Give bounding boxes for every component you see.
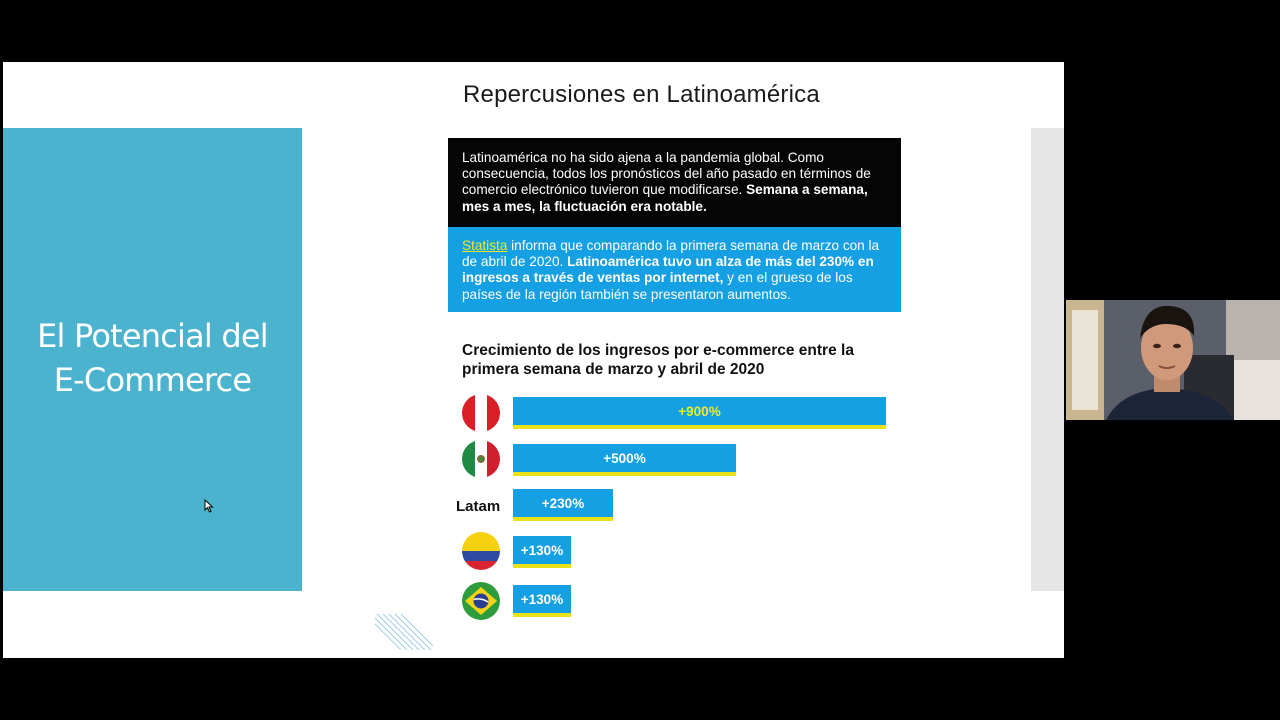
intro-box [448,138,901,227]
hatch-decoration [375,610,435,650]
bar-colombia: +130% [513,536,571,568]
section-title [3,314,302,402]
statista-link[interactable]: Statista [462,238,508,253]
colombia-flag-icon [462,532,500,570]
brazil-flag-icon [462,582,500,620]
statista-text: Statista informa que comparando la primera semana de marzo con la de abril de 2020. Latinoamérica tuvo un alza de más del 230% en ingresos a través de ventas por internet, y en el grueso de los países de la región también se presentaron aumentos. [462,238,880,302]
statista-box [448,227,901,312]
webcam-feed [1066,300,1280,420]
bar-peru: +900% [513,397,886,429]
presenter-video [1066,300,1280,420]
intro-text: Latinoamérica no ha sido ajena a la pandemia global. Como consecuencia, todos los pronósticos del año pasado en términos de comercio electrónico tuvieron que modificarse. Semana a semana, mes a mes, la fluctuación era notable. [462,150,871,214]
bar-brazil: +130% [513,585,571,617]
section-title-line1: El Potencial del [37,317,268,355]
mexico-flag-icon [462,440,500,478]
bar-latam: +230% [513,489,613,521]
mouse-cursor-icon [204,499,214,513]
slide [3,62,1064,658]
latam-label: Latam [456,498,501,515]
title-panel [3,128,302,591]
section-title-line2: E-Commerce [53,361,252,399]
slide-title: Repercusiones en Latinoamérica [463,81,820,108]
decorative-strip [1031,128,1064,591]
peru-flag-icon [462,394,500,432]
bar-mexico: +500% [513,444,736,476]
chart-title: Crecimiento de los ingresos por e-commerce entre la primera semana de marzo y abril de 2020 [462,342,854,378]
